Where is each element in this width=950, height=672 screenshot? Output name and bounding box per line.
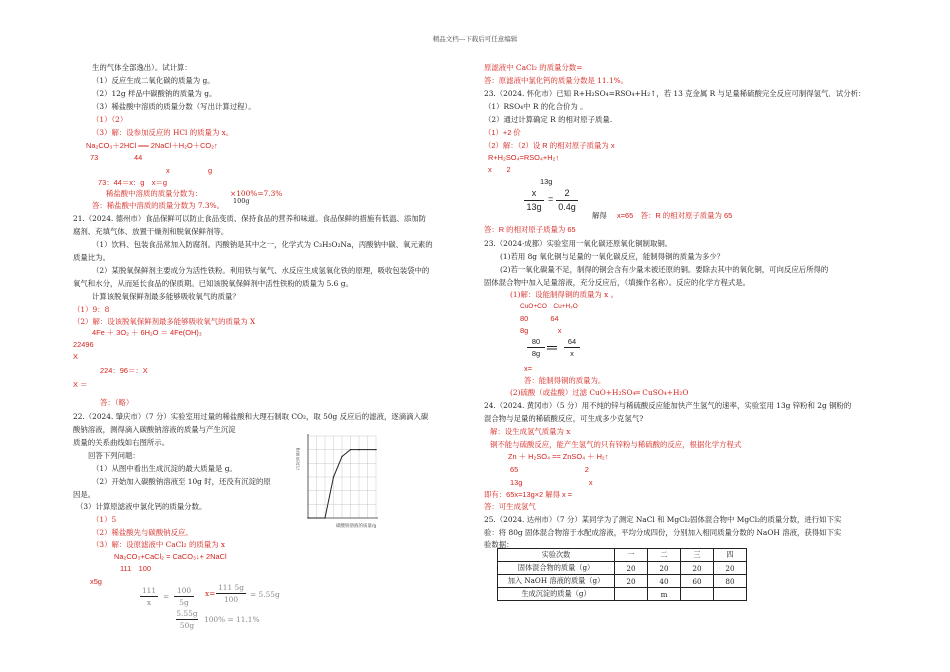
precipitate-chart [296, 430, 380, 530]
answer-line: （1）9：8 [73, 305, 110, 314]
answer-line: 答：稀盐酸中溶质的质量分数为 7.3%。 [92, 201, 224, 210]
equation-var: X [73, 352, 78, 361]
fraction-denominator: x [570, 349, 574, 358]
equation: R+H₂SO₄=RSO₄+H₂↑ [488, 153, 560, 162]
table-header: 实验次数 [498, 549, 615, 562]
fraction-numerator: 100 [176, 586, 192, 595]
text-line: 氧气和水分，从而延长食品的保质期。已知该脱氧保鲜剂中活性铁粉的质量为 5.6 g。 [73, 279, 353, 288]
table-cell: m [648, 588, 681, 601]
text-line: 解得 [592, 211, 607, 220]
table-row [498, 575, 747, 588]
answer-line: (2)硫酸（或盐酸）过滤 CuO+H₂SO₄═ CuSO₄+H₂O [510, 388, 689, 397]
table-row [498, 588, 747, 601]
table-cell: 20 [681, 562, 714, 575]
question-26: 25.（2024. 达州市）（7 分）某同学为了测定 NaCl 和 MgCl₂固体混合物中 MgCl₂的质量分数，进行如下实 [484, 515, 842, 524]
table-cell [615, 588, 648, 601]
page-header: 精品文档---下载后可任意编辑 [432, 35, 518, 43]
fraction [140, 586, 158, 607]
table-cell: 加入 NaOH 溶液的质量（g） [498, 575, 615, 588]
table-cell: 20 [648, 562, 681, 575]
y-axis-label: 沉淀质量/g [296, 447, 301, 470]
fraction-numerator: 111 5g [218, 583, 244, 592]
result: = 5.55g [250, 590, 280, 599]
text-line: （2）开始加入碳酸钠溶液至 10g 时，还没有沉淀的原 [92, 477, 271, 486]
fraction-denominator: 50g [179, 621, 195, 630]
fraction-denominator: 100g [233, 197, 250, 205]
answer-line: （2）稀盐酸先与碳酸钠反应。 [92, 528, 193, 537]
answer-line: （3）解：设参加反应的 HCl 的质量为 x。 [92, 128, 234, 137]
table-cell: 20 [615, 575, 648, 588]
fraction [527, 337, 545, 358]
data-point [333, 476, 334, 477]
table-cell: 固体混合物的质量（g） [498, 562, 615, 575]
fraction-numerator: 111 [141, 586, 157, 595]
equation-var: 13g x [510, 478, 593, 487]
equation-coef: 44 [134, 153, 143, 162]
text-line: （1）反应生成二氧化碳的质量为 g。 [92, 76, 215, 85]
answer-line: （1）（2） [92, 115, 128, 124]
text-line: 混合物与足量的稀硫酸反应，可生成多少克氢气? [484, 414, 644, 423]
table-cell: 20 [714, 562, 747, 575]
table-header: 二 [648, 549, 681, 562]
data-point [375, 449, 376, 450]
table-cell: 60 [681, 575, 714, 588]
answer-line: （2）解：设该脱氧保鲜剂最多能够吸收氧气的质量为 X [73, 317, 256, 326]
equation-var: x [166, 166, 170, 175]
answer-line: 原滤液中 CaCl₂ 的质量分数= [484, 63, 583, 72]
equation-coef: 65 2 [510, 465, 589, 474]
equals-sign: ═ [547, 339, 557, 355]
text-line: （1）饮料、包装食品常加入防腐剂。丙酸钠是其中之一，化学式为 C₃H₅O₂Na，丙酸钠中碳、氧元素的 [92, 240, 433, 249]
text-line: （3）稀盐酸中溶质的质量分数（写出计算过程）。 [92, 102, 256, 111]
fraction [216, 583, 246, 604]
question-23: 23.（2024. 怀化市）已知 R+H₂SO₄=RSO₄+H₂↑，若 13 克金属 R 与足量稀硫酸完全反应可制得氢气．试分析： [484, 89, 866, 98]
text-line: 酸钠溶液，测得滴入碳酸钠溶液的质量与产生沉淀 [73, 425, 236, 434]
fraction-denominator: x [146, 598, 152, 607]
question-24: 23.（2024·成都）实验室用一氧化碳还原氧化铜制取铜。 [484, 239, 673, 248]
answer-line: x=65 答：R 的相对原子质量为 65 [617, 211, 733, 220]
x-axis-label: 碳酸钠溶液的质量/g [336, 524, 377, 529]
chart-grid [308, 436, 376, 518]
fraction-denominator: 0.4g [558, 202, 576, 212]
answer-line: (1)解：设能制得铜的质量为 x 。 [510, 290, 619, 299]
table-cell: 40 [648, 575, 681, 588]
data-point [350, 449, 351, 450]
question-21: 21.（2024. 德州市）食品保鲜可以防止食品变质、保持食品的营养和味道。食品保鲜的措施有低温、添加防 [73, 214, 427, 223]
text-line: (2)若一氧化碳量不足，制得的铜会含有少量未被还原的铜。要除去其中的氧化铜，可向反应后所得的 [500, 265, 829, 274]
equation-coef: 22496 [73, 340, 94, 349]
answer-line: 铜不能与硫酸反应，能产生氢气的只有锌粉与稀硫酸的反应，根据化学方程式 [490, 440, 742, 449]
data-point [324, 517, 325, 518]
equation-coef: 111 100 [120, 564, 151, 573]
equation-var: g [208, 166, 213, 175]
answer-line: 答：R 的相对原子质量为 65 [484, 225, 576, 234]
fraction-denominator: 8g [531, 349, 541, 358]
answer-line: （1）+2 价 [484, 128, 521, 137]
table-header: 三 [681, 549, 714, 562]
fraction [176, 609, 198, 630]
answer-line: X ＝ [73, 380, 88, 389]
equation-var: x5g [90, 577, 102, 586]
text-line: （1）RSO₄中 R 的化合价为 。 [484, 102, 588, 111]
table-row [498, 562, 747, 575]
text-line: （2）通过计算确定 R 的相对原子质量. [484, 115, 613, 124]
equation-coef: x 2 [488, 165, 511, 174]
table-header-row [498, 549, 747, 562]
fraction-denominator: 5g [179, 598, 189, 607]
answer-line: 即有：65x=13g×2 解得 x = [484, 490, 573, 499]
equation-coef: 73 [90, 153, 99, 162]
answer-line: 答：可生成氢气 [484, 502, 536, 511]
data-point [358, 449, 359, 450]
table-cell: 80 [714, 575, 747, 588]
equation: Na₂CO₃＋2HCl ══ 2NaCl＋H₂O＋CO₂↑ [86, 141, 218, 150]
answer-line: （3）解：设原滤液中 CaCl₂ 的质量为 x [92, 540, 226, 549]
text-line: 固体混合物中加入足量溶液，充分反应后，（填操作名称）。反应的化学方程式是。 [484, 278, 751, 287]
equation-var: 8g x [520, 326, 562, 335]
answer-line: 答：（略） [100, 398, 134, 407]
data-point [307, 517, 308, 518]
fraction-denominator: 13g [526, 202, 542, 212]
text-line: 因是。 [73, 490, 96, 499]
answer-line: 224：96＝：X [100, 366, 148, 375]
equation: Zn ＋ H₂SO₄ == ZnSO₄ ＋ H₂↑ [508, 452, 609, 461]
text-line: 质量的关系曲线如右图所示。 [73, 438, 170, 447]
equals-sign: = [548, 194, 554, 204]
equation-coef: 80 64 [520, 314, 559, 323]
table-header: 一 [615, 549, 648, 562]
equals-sign: = [163, 592, 170, 601]
text-line: 腐剂、充填气体、放置干燥剂和脱氧保鲜剂等。 [73, 227, 229, 236]
equation: Na₂CO₃+CaCl₂ = CaCO₃↓+ 2NaCl [114, 552, 227, 561]
fraction [564, 337, 580, 358]
result: 100% = 11.1% [204, 615, 260, 624]
answer-line: 答：能制得铜的质量为。 [524, 376, 606, 385]
fraction-denominator: 100 [223, 595, 239, 604]
answer-line: 稀盐酸中溶质的质量分数为： [106, 189, 203, 198]
answer-line: 73：44＝x：g x＝g [98, 178, 168, 187]
text-line: 质量比为。 [73, 253, 110, 262]
answer-line: 解：设生成氢气质量为 x [490, 427, 571, 436]
text-line: 验：将 80g 固体混合物溶于水配成溶液，平均分成四份，分别加入相同质量分数的 NaOH 溶液，获得如下实 [484, 528, 842, 537]
fraction-numerator: 2 [564, 188, 570, 198]
fraction [556, 188, 578, 213]
equation: CuO+CO Cu+H₂O [520, 303, 578, 310]
data-point [341, 456, 342, 457]
fraction [174, 586, 194, 607]
text-line: （3）计算原滤液中氯化钙的质量分数。 [76, 502, 207, 511]
fraction-numerator: 5.55g [176, 609, 198, 618]
answer-line: x= [524, 364, 533, 373]
text-line: 计算该脱氧保鲜剂最多能够吸收氧气的质量？ [92, 292, 240, 301]
text-line: （2）某脱氧保鲜剂主要成分为活性铁粉。利用铁与氧气、水反应生成氢氧化铁的原理，吸收包装袋中的 [92, 266, 430, 275]
text-line: （2）12g 样品中碳酸钠的质量为 g。 [92, 89, 217, 98]
table-cell: 20 [615, 562, 648, 575]
answer-line: 答：原滤液中氯化钙的质量分数是 11.1%。 [484, 76, 629, 85]
answer-line: （2）解：（2）设 R 的相对原子质量为 x [484, 141, 615, 150]
text-line: （1）从图中看出生成沉淀的最大质量是 g。 [92, 464, 237, 473]
table-cell [681, 588, 714, 601]
text-line: (1)若用 8g 氧化铜与足量的一氧化碳反应，能制得铜的质量为多少？ [500, 252, 725, 261]
question-25: 24.（2024. 黄冈市）（5 分）用不纯的锌与稀硫酸反应能加快产生氢气的速率，实验室用 13g 锌粉和 2g 铜粉的 [484, 401, 852, 410]
text-line: 生的气体全部逸出）。试计算： [92, 63, 192, 72]
table-header: 四 [714, 549, 747, 562]
experiment-table [497, 548, 747, 601]
answer-line: （1）5 [92, 515, 117, 524]
question-22: 22.（2024. 肇庆市）（7 分）实验室用过量的稀盐酸和大理石制取 CO₂，取 50g 反应后的滤液，逐滴滴入碳 [73, 412, 429, 421]
fraction-numerator: 80 [531, 337, 541, 346]
fraction-numerator: 64 [567, 337, 577, 346]
equation-var: 13g [540, 177, 553, 186]
table-cell [714, 588, 747, 601]
answer-line: ×100%=7.3% [230, 189, 283, 198]
text-line: 验数据： [484, 540, 514, 549]
table-cell: 生成沉淀的质量（g） [498, 588, 615, 601]
fraction-numerator: x [531, 188, 537, 198]
answer-line: x= [205, 589, 216, 598]
text-line: 回答下列问题： [88, 451, 140, 460]
fraction [524, 188, 544, 213]
equation: 4Fe ＋ 3O₂ ＋ 6H₂O ＝ 4Fe(OH)₃ [92, 328, 202, 337]
